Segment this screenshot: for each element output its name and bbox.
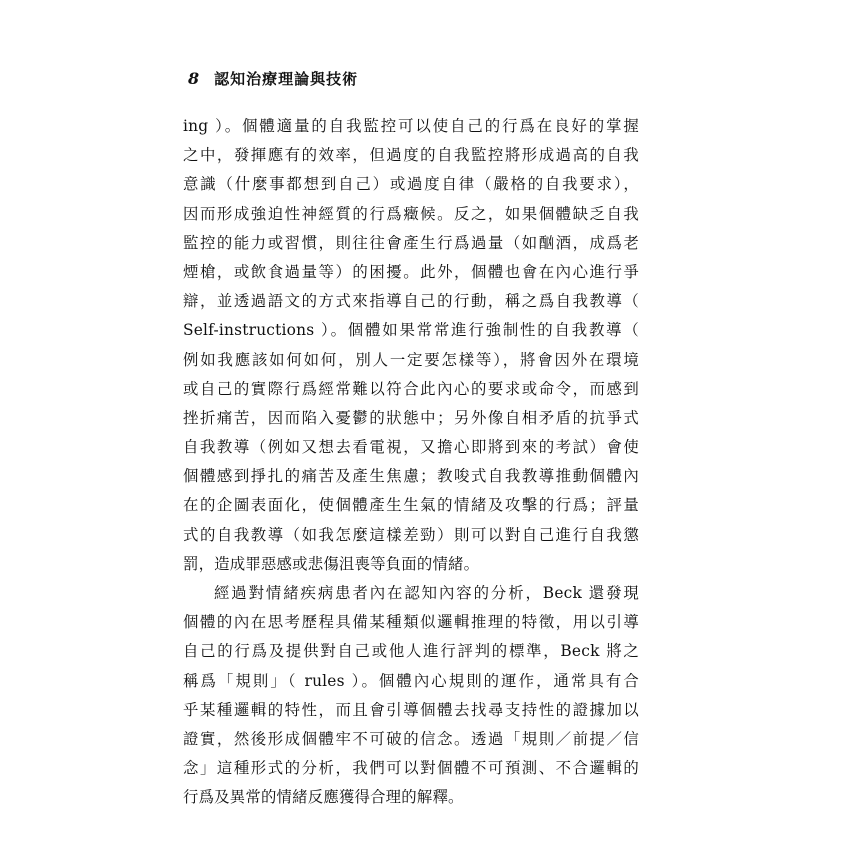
text-line: 稱爲「規則」（ rules ）。個體內心規則的運作，通常具有合: [183, 671, 639, 690]
text-line: ing ）。個體適量的自我監控可以使自己的行爲在良好的掌握: [183, 117, 639, 135]
running-head: [188, 68, 358, 90]
text-line: 之中，發揮應有的效率，但過度的自我監控將形成過高的自我: [183, 146, 639, 165]
text-line: 乎某種邏輯的特性，而且會引導個體去找尋支持性的證據加以: [183, 700, 639, 719]
text-line: 行爲及異常的情緒反應獲得合理的解釋。: [183, 788, 464, 807]
text-line: 個體的內在思考歷程具備某種類似邏輯推理的特徵，用以引導: [183, 613, 639, 632]
book-title: 認知治療理論與技術: [214, 70, 359, 88]
text-line: 煙槍，或飲食過量等）的困擾。此外，個體也會在內心進行爭: [183, 262, 639, 281]
text-line: 罰，造成罪惡感或悲傷沮喪等負面的情緒。: [183, 554, 480, 573]
text-line: 意識（什麼事都想到自己）或過度自律（嚴格的自我要求），: [183, 175, 639, 194]
text-line: 挫折痛苦，因而陷入憂鬱的狀態中；另外像自相矛盾的抗爭式: [183, 408, 639, 427]
text-line: 經過對情緒疾病患者內在認知內容的分析，Beck 還發現: [214, 584, 639, 602]
text-line: 自我教導（例如又想去看電視，又擔心即將到來的考試）會使: [183, 438, 639, 457]
text-line: 在的企圖表面化，使個體產生生氣的情緒及攻擊的行爲；評量: [183, 496, 639, 515]
text-line: 辯，並透過語文的方式來指導自己的行動，稱之爲自我教導（: [183, 292, 639, 311]
text-line: 自己的行爲及提供對自己或他人進行評判的標準，Beck 將之: [183, 642, 639, 661]
page-number: 8: [188, 69, 201, 88]
text-line: 監控的能力或習慣，則往往會產生行爲過量（如酗酒，成爲老: [183, 233, 639, 252]
text-line: 因而形成強迫性神經質的行爲癥候。反之，如果個體缺乏自我: [183, 204, 639, 223]
body-text: [183, 112, 639, 813]
text-line: 例如我應該如何如何，別人一定要怎樣等），將會因外在環境: [183, 350, 639, 369]
text-line: 念」這種形式的分析，我們可以對個體不可預測、不合邏輯的: [183, 759, 639, 778]
text-line: 證實，然後形成個體牢不可破的信念。透過「規則／前提／信: [183, 729, 639, 748]
text-line: 式的自我教導（如我怎麼這樣差勁）則可以對自己進行自我懲: [183, 525, 639, 544]
text-line: 或自己的實際行爲經常難以符合此內心的要求或命令，而感到: [183, 379, 639, 398]
text-line: Self-instructions ）。個體如果常常進行強制性的自我教導（: [183, 321, 639, 340]
text-line: 個體感到掙扎的痛苦及產生焦慮；教唆式自我教導推動個體內: [183, 467, 639, 486]
paragraph: [183, 112, 639, 579]
paragraph: [183, 579, 639, 813]
